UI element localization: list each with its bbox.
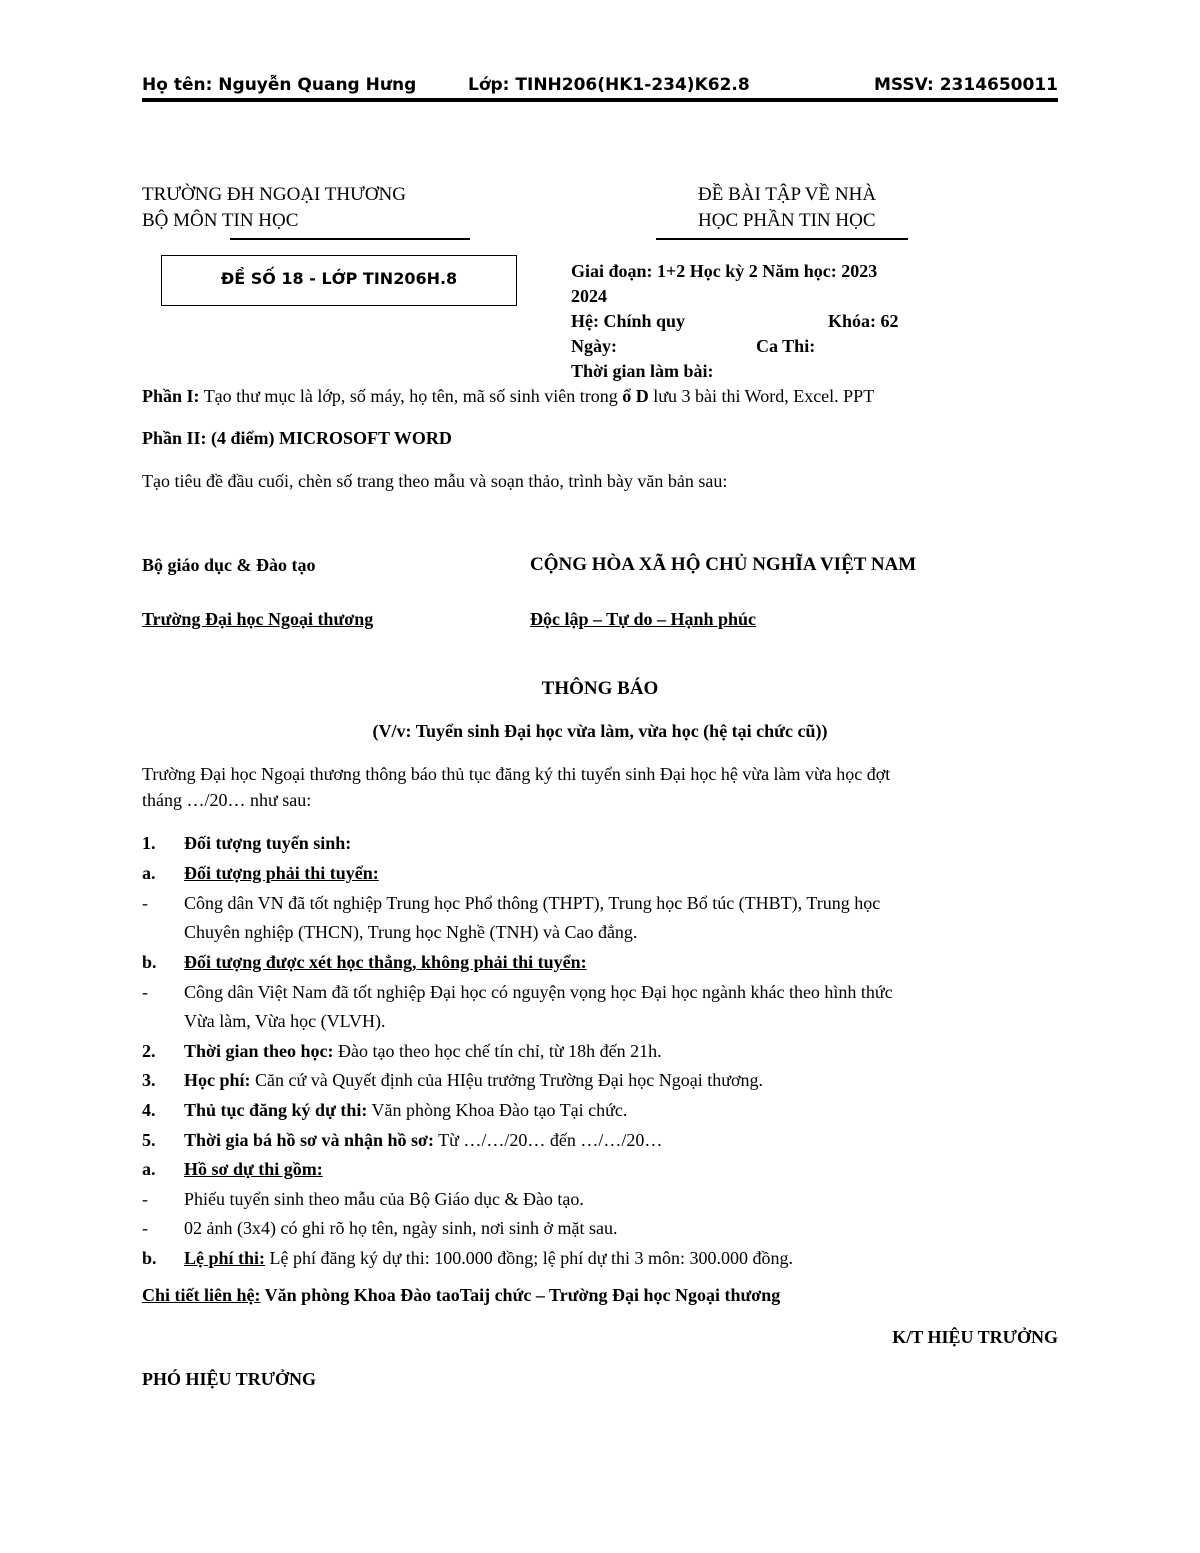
part2-instruction: Tạo tiêu đề đầu cuối, chèn số trang theo mẫu và soạn thảo, trình bày văn bản sau: <box>142 471 728 491</box>
item-text-cont: Chuyên nghiệp (THCN), Trung học Nghề (TNH) và Cao đẳng. <box>184 922 638 942</box>
school-underline <box>230 238 470 240</box>
item-text: Lệ phí đăng ký dự thi: 100.000 đồng; lệ phí dự thi 3 môn: 300.000 đồng. <box>265 1248 794 1268</box>
exam-duration: Thời gian làm bài: <box>571 361 714 381</box>
school-name: TRƯỜNG ĐH NGOẠI THƯƠNG <box>142 184 406 205</box>
student-id: MSSV: 2314650011 <box>873 75 1058 95</box>
list-item <box>184 1070 763 1091</box>
list-item <box>184 1248 793 1269</box>
item-label: Lệ phí thi: <box>184 1248 266 1268</box>
part1-text-b: lưu 3 bài thi Word, Excel. PPT <box>648 386 875 406</box>
notice-title: THÔNG BÁO <box>541 678 659 699</box>
item-text: Công dân VN đã tốt nghiệp Trung học Phổ thông (THPT), Trung học Bổ túc (THBT), Trung học <box>184 893 881 913</box>
part1-text-a: Tạo thư mục là lớp, số máy, họ tên, mã số sinh viên trong <box>199 386 623 406</box>
exam-date: Ngày: <box>571 336 617 356</box>
part1-label: Phần I: <box>142 386 200 406</box>
republic-name: CỘNG HÒA XÃ HỘ CHỦ NGHĨA VIỆT NAM <box>530 554 917 575</box>
notice-intro-line1: Trường Đại học Ngoại thương thông báo thủ tục đăng ký thi tuyển sinh Đại học hệ vừa làm vừa học đợt <box>142 764 891 784</box>
exam-code: ĐỀ SỐ 18 - LỚP TIN206H.8 <box>220 269 458 288</box>
item-marker: a. <box>142 863 156 883</box>
item-marker: b. <box>142 952 157 972</box>
item-label: Thời gia bá hồ sơ và nhận hồ sơ: <box>184 1130 434 1150</box>
course-title: HỌC PHẦN TIN HỌC <box>698 210 876 231</box>
item-text: Công dân Việt Nam đã tốt nghiệp Đại học có nguyện vọng học Đại học ngành khác theo hình thức <box>184 982 893 1002</box>
list-item <box>184 1100 627 1121</box>
contact-line <box>142 1285 780 1306</box>
notice-subtitle: (V/v: Tuyển sinh Đại học vừa làm, vừa học (hệ tại chức cũ)) <box>372 721 828 741</box>
item-label: Thủ tục đăng ký dự thi: <box>184 1100 368 1120</box>
item-text-cont: Vừa làm, Vừa học (VLVH). <box>184 1011 386 1031</box>
contact-label: Chi tiết liên hệ: <box>142 1285 261 1305</box>
signature-vice-rector: PHÓ HIỆU TRƯỞNG <box>142 1369 317 1389</box>
item-marker: 1. <box>142 833 156 853</box>
item-marker: - <box>142 1189 148 1209</box>
item-marker: 3. <box>142 1070 156 1090</box>
class-code: Lớp: TINH206(HK1-234)K62.8 <box>468 75 750 95</box>
header-rule <box>142 98 1058 102</box>
contact-text: Văn phòng Khoa Đào taoTaij chức – Trường Đại học Ngoại thương <box>260 1285 781 1305</box>
item-text: Phiếu tuyển sinh theo mẫu của Bộ Giáo dục & Đào tạo. <box>184 1189 584 1209</box>
exam-session: Ca Thi: <box>756 336 816 356</box>
notice-intro-line2: tháng …/20… như sau: <box>142 790 312 810</box>
student-name: Họ tên: Nguyễn Quang Hưng <box>142 75 417 95</box>
item-marker: a. <box>142 1159 156 1179</box>
item-marker: - <box>142 893 148 913</box>
item-text: Văn phòng Khoa Đào tạo Tại chức. <box>367 1100 628 1120</box>
list-item <box>184 1130 662 1151</box>
item-label: Đối tượng phải thi tuyển: <box>184 863 379 883</box>
part1-drive: ổ D <box>622 386 649 406</box>
item-text: 02 ảnh (3x4) có ghi rõ họ tên, ngày sinh, nơi sinh ở mặt sau. <box>184 1218 618 1238</box>
item-marker: 4. <box>142 1100 156 1120</box>
department-name: BỘ MÔN TIN HỌC <box>142 210 299 231</box>
exam-system: Hệ: Chính quy <box>571 311 686 331</box>
ministry-name: Bộ giáo dục & Đào tạo <box>142 555 316 575</box>
item-label: Thời gian theo học: <box>184 1041 334 1061</box>
item-label: Học phí: <box>184 1070 251 1090</box>
exam-phase: Giai đoạn: 1+2 Học kỳ 2 Năm học: 2023 <box>571 261 878 281</box>
item-text: Từ …/…/20… đến …/…/20… <box>434 1130 663 1150</box>
part2-title: Phần II: (4 điểm) MICROSOFT WORD <box>142 428 452 448</box>
signature-on-behalf: K/T HIỆU TRƯỞNG <box>892 1327 1058 1347</box>
item-marker: - <box>142 1218 148 1238</box>
assignment-underline <box>656 238 908 240</box>
list-item <box>184 1041 662 1062</box>
item-label: Hồ sơ dự thi gồm: <box>184 1159 323 1179</box>
item-label: Đối tượng tuyển sinh: <box>184 833 352 853</box>
national-motto: Độc lập – Tự do – Hạnh phúc <box>530 609 757 629</box>
item-label: Đối tượng được xét học thẳng, không phải thi tuyển: <box>184 952 587 972</box>
item-text: Căn cứ và Quyết định của HIệu trưởng Trường Đại học Ngoại thương. <box>250 1070 764 1090</box>
item-marker: - <box>142 982 148 1002</box>
part1-line <box>142 386 874 407</box>
exam-year: 2024 <box>571 286 607 306</box>
assignment-title: ĐỀ BÀI TẬP VỀ NHÀ <box>698 184 877 205</box>
item-marker: b. <box>142 1248 157 1268</box>
university-name: Trường Đại học Ngoại thương <box>142 609 374 629</box>
item-marker: 5. <box>142 1130 156 1150</box>
item-text: Đào tạo theo học chế tín chỉ, từ 18h đến 21h. <box>333 1041 662 1061</box>
exam-course: Khóa: 62 <box>828 311 899 331</box>
item-marker: 2. <box>142 1041 156 1061</box>
